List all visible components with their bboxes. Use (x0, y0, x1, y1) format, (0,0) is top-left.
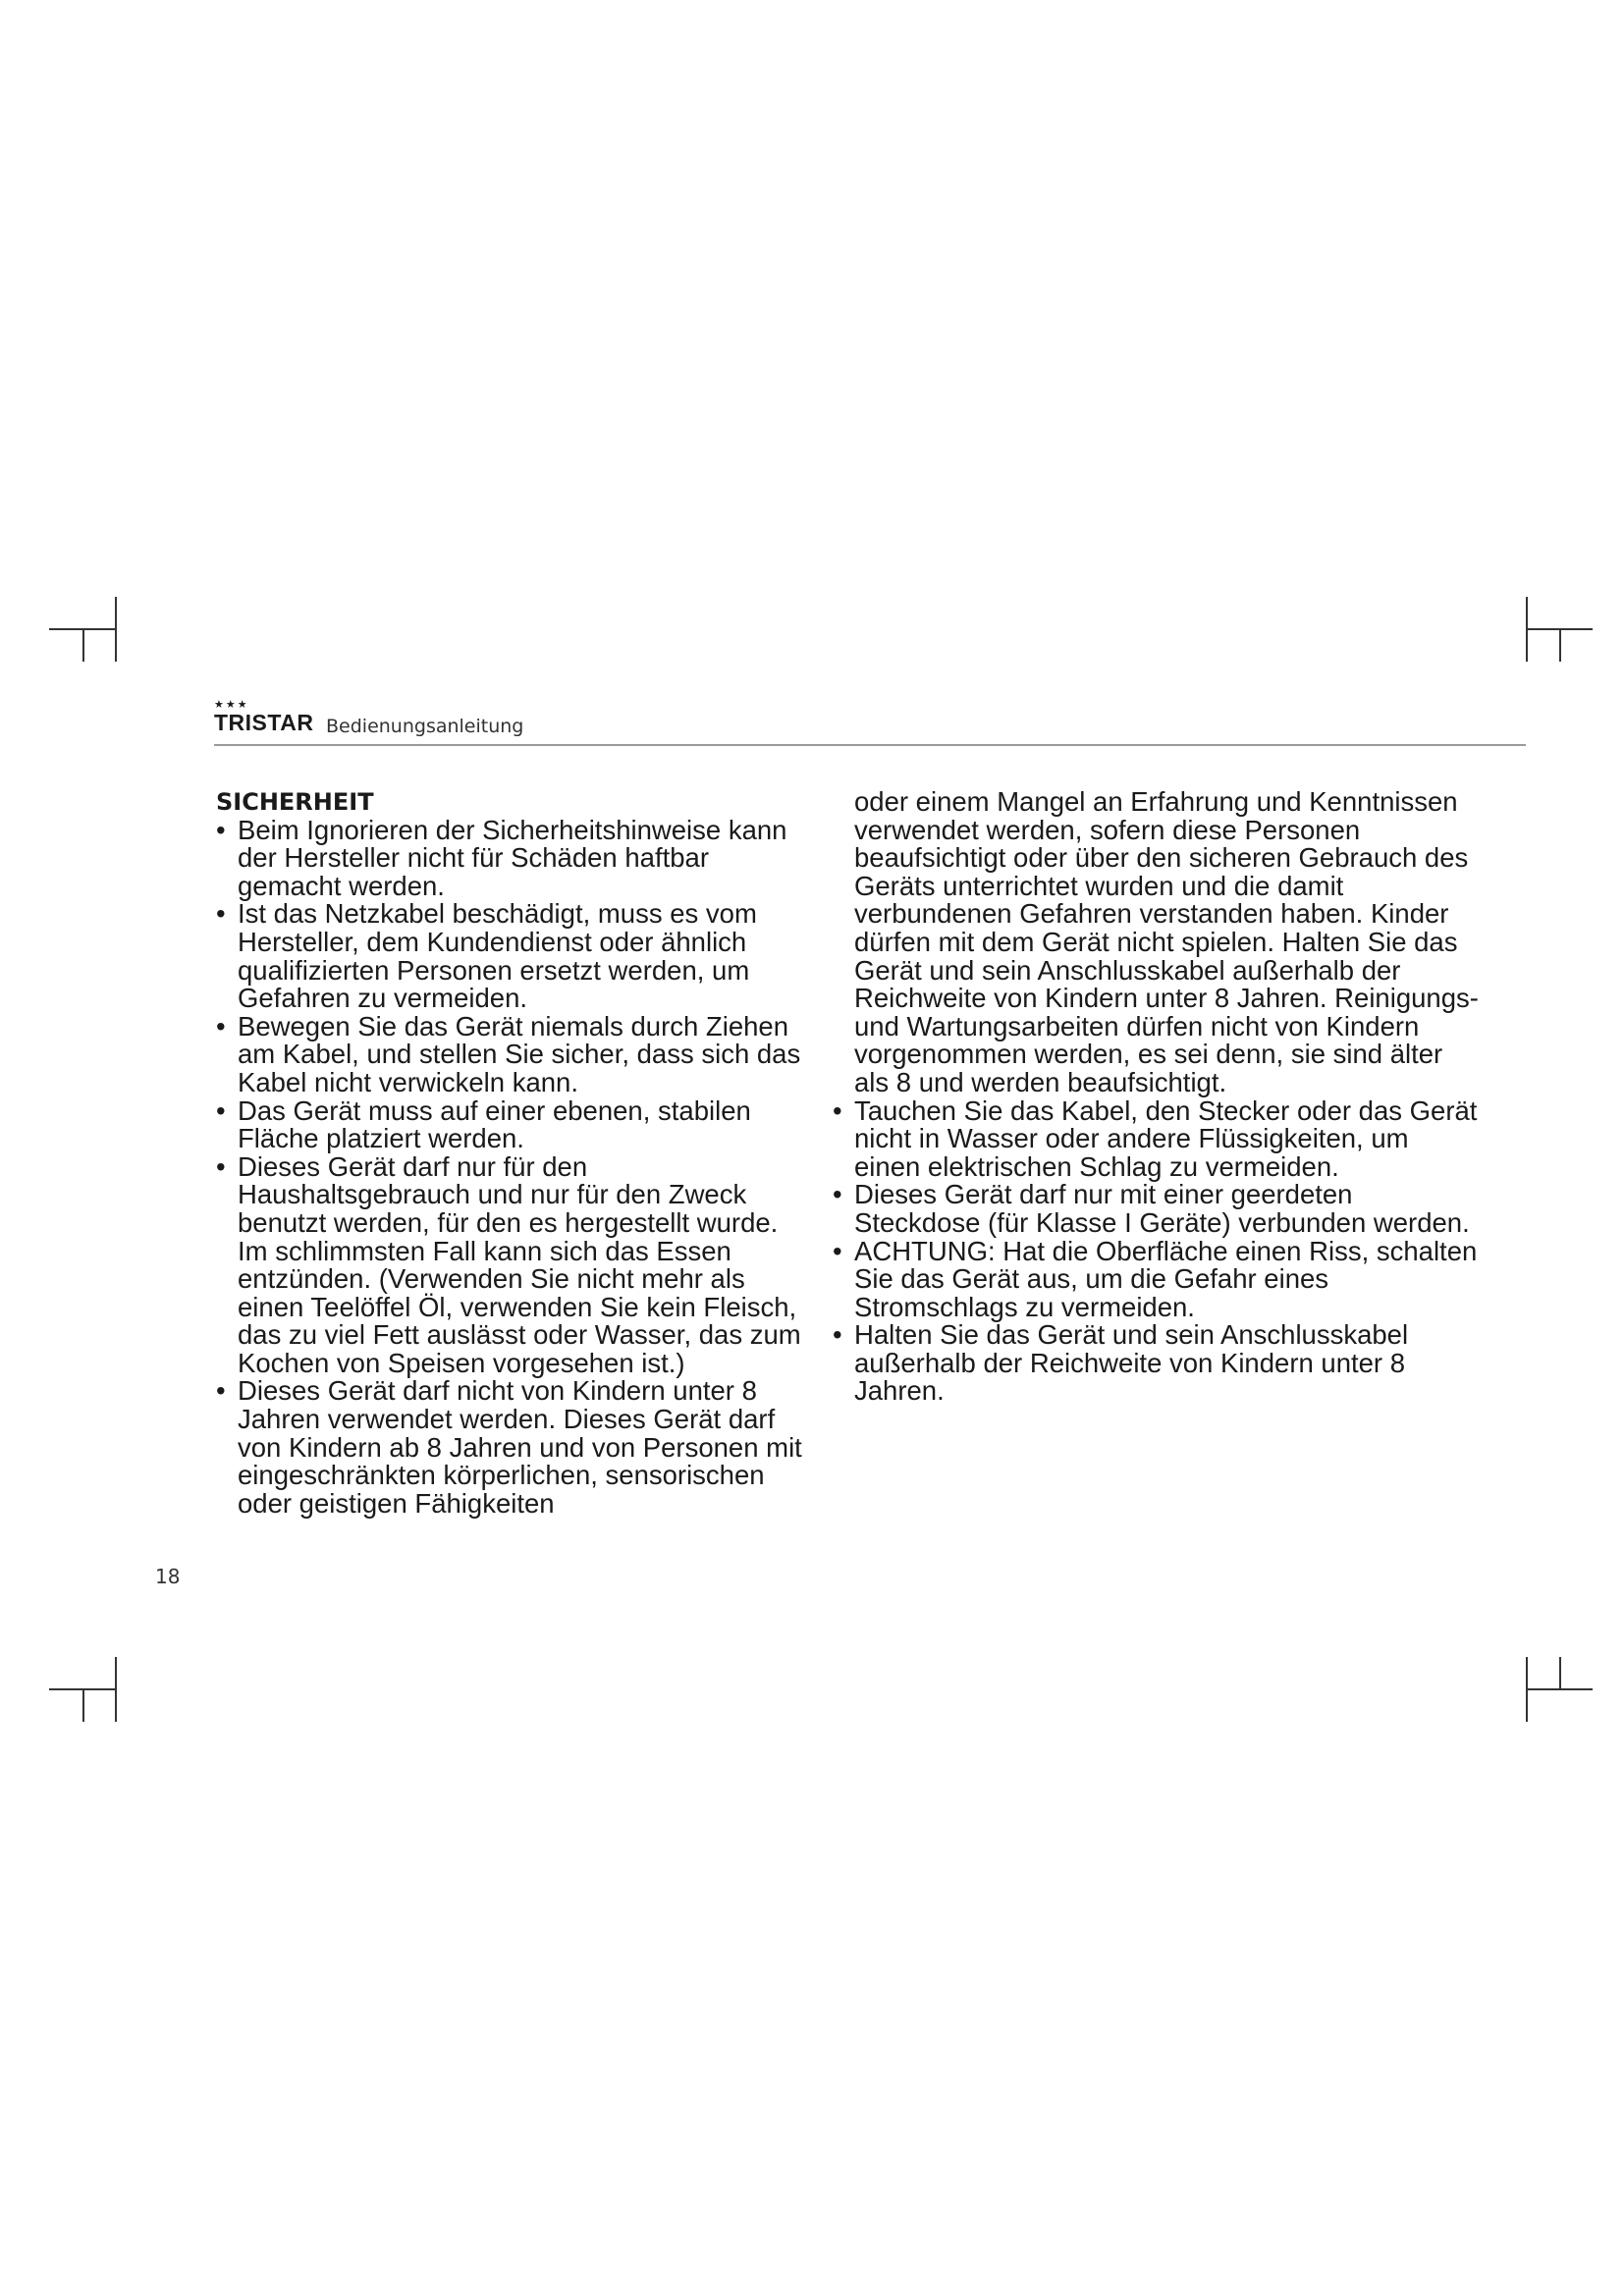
logo-stars-icon: ★★★ (214, 698, 249, 711)
crop-mark-top-left-v2 (82, 628, 84, 662)
crop-mark-bottom-left-v2 (82, 1688, 84, 1722)
list-item: • Ist das Netzkabel beschädigt, muss es vom Hersteller, dem Kundendienst oder ähnlich qualifizierten Personen ersetzt werden, um Gefahren zu vermeiden. (216, 900, 805, 1012)
crop-mark-bottom-right-v2 (1559, 1657, 1561, 1690)
crop-mark-top-right-v2 (1559, 628, 1561, 662)
crop-mark-top-right-v (1526, 597, 1528, 662)
page-number: 18 (155, 1565, 181, 1588)
list-item: • Das Gerät muss auf einer ebenen, stabilen Fläche platziert werden. (216, 1097, 805, 1153)
crop-mark-bottom-right-v (1526, 1657, 1528, 1722)
section-title: SICHERHEIT (216, 788, 374, 816)
list-item: • Dieses Gerät darf nur mit einer geerdeten Steckdose (für Klasse I Geräte) verbunden werden. (833, 1181, 1481, 1237)
page-header (214, 699, 1526, 738)
safety-list-right (833, 1097, 1481, 1407)
list-item: • Beim Ignorieren der Sicherheitshinweise kann der Hersteller nicht für Schäden haftbar gemacht werden. (216, 817, 805, 901)
list-item: • Dieses Gerät darf nicht von Kindern unter 8 Jahren verwendet werden. Dieses Gerät darf von Kindern ab 8 Jahren und von Personen mit eingeschränkten körperlichen, sensorischen oder geistigen Fähigkeiten (216, 1377, 805, 1518)
crop-mark-top-left-v (115, 597, 117, 662)
list-item-continuation: oder einem Mangel an Erfahrung und Kenntnissen verwendet werden, sofern diese Personen beaufsichtigt oder über den sicheren Gebrauch des Geräts unterrichtet wurden und die damit verbundenen Gefahren verstanden haben. Kinder dürfen mit dem Gerät nicht spielen. Halten Sie das Gerät und sein Anschlusskabel außerhalb der Reichweite von Kindern unter 8 Jahren. Reinigungs- und Wartungsarbeiten dürfen nicht von Kindern vorgenommen werden, es sei denn, sie sind älter als 8 und werden beaufsichtigt. (854, 786, 1479, 1097)
list-item: • Bewegen Sie das Gerät niemals durch Ziehen am Kabel, und stellen Sie sicher, dass sich das Kabel nicht verwickeln kann. (216, 1013, 805, 1097)
right-column (833, 788, 1481, 1406)
list-item: • Tauchen Sie das Kabel, den Stecker oder das Gerät nicht in Wasser oder andere Flüssigkeiten, um einen elektrischen Schlag zu vermeiden. (833, 1097, 1481, 1182)
crop-mark-bottom-left-v (115, 1657, 117, 1722)
list-item: • Halten Sie das Gerät und sein Anschlusskabel außerhalb der Reichweite von Kindern unter 8 Jahren. (833, 1321, 1481, 1406)
list-item: • Dieses Gerät darf nur für den Haushaltsgebrauch und nur für den Zweck benutzt werden, für den es hergestellt wurde. Im schlimmsten Fall kann sich das Essen entzünden. (Verwenden Sie nicht mehr als einen Teelöffel Öl, verwenden Sie kein Fleisch, das zu viel Fett auslässt oder Wasser, das zum Kochen von Speisen vorgesehen ist.) (216, 1153, 805, 1378)
left-column (216, 788, 805, 1518)
header-divider (214, 744, 1526, 746)
list-item: • ACHTUNG: Hat die Oberfläche einen Riss, schalten Sie das Gerät aus, um die Gefahr eines Stromschlags zu vermeiden. (833, 1238, 1481, 1322)
logo-wordmark: TRISTAR (214, 710, 314, 735)
manual-title: Bedienungsanleitung (326, 716, 524, 737)
safety-list-left (216, 814, 805, 1519)
